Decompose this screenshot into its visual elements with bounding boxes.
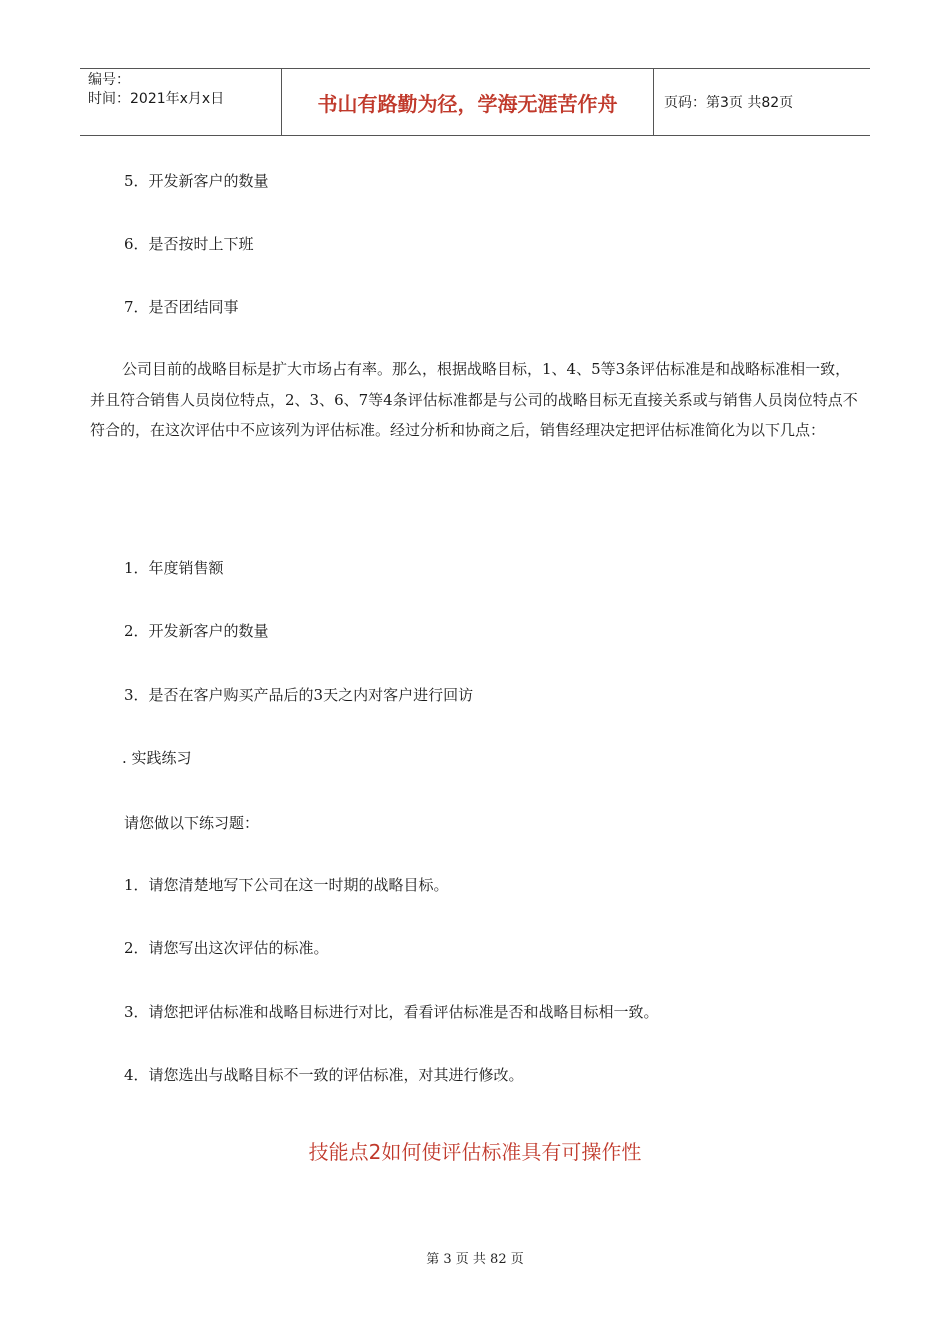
document-date: 时间：2021年x月x日	[88, 91, 225, 107]
header-motto: 书山有路勤为径，学海无涯苦作舟	[282, 69, 654, 135]
list-item: 7．是否团结同事	[124, 298, 239, 316]
section-heading: 技能点2如何使评估标准具有可操作性	[308, 1140, 642, 1164]
exercise-item: 3．请您把评估标准和战略目标进行对比，看看评估标准是否和战略目标相一致。	[124, 1003, 659, 1021]
list-item: 3．是否在客户购买产品后的3天之内对客户进行回访	[124, 686, 474, 704]
list-item: 5．开发新客户的数量	[124, 172, 269, 190]
paragraph-text: 公司目前的战略目标是扩大市场占有率。那么，根据战略目标，1、4、5等3条评估标准是和战略标准相一致，并且符合销售人员岗位特点，2、3、6、7等4条评估标准都是与公司的战略目标无直接关系或与销售人员岗位特点不符合的，在这次评估中不应该列为评估标准。经过分析和协商之后，销售经理决定把评估标准简化为以下几点：	[90, 360, 858, 439]
practice-intro: 请您做以下练习题：	[124, 814, 260, 832]
exercise-item: 4．请您选出与战略目标不一致的评估标准，对其进行修改。	[124, 1066, 524, 1084]
document-number-label: 编号：	[88, 72, 130, 88]
body-paragraph	[90, 354, 860, 446]
list-item: 2．开发新客户的数量	[124, 622, 269, 640]
header-page-info: 页码：第3页 共82页	[664, 95, 794, 111]
page-footer: 第 3 页 共 82 页	[426, 1252, 524, 1267]
list-item: 1．年度销售额	[124, 559, 224, 577]
exercise-item: 2．请您写出这次评估的标准。	[124, 939, 329, 957]
practice-title: . 实践练习	[122, 749, 192, 767]
header-meta	[80, 69, 282, 135]
list-item: 6．是否按时上下班	[124, 235, 254, 253]
page-header	[80, 68, 870, 136]
exercise-item: 1．请您清楚地写下公司在这一时期的战略目标。	[124, 876, 449, 894]
